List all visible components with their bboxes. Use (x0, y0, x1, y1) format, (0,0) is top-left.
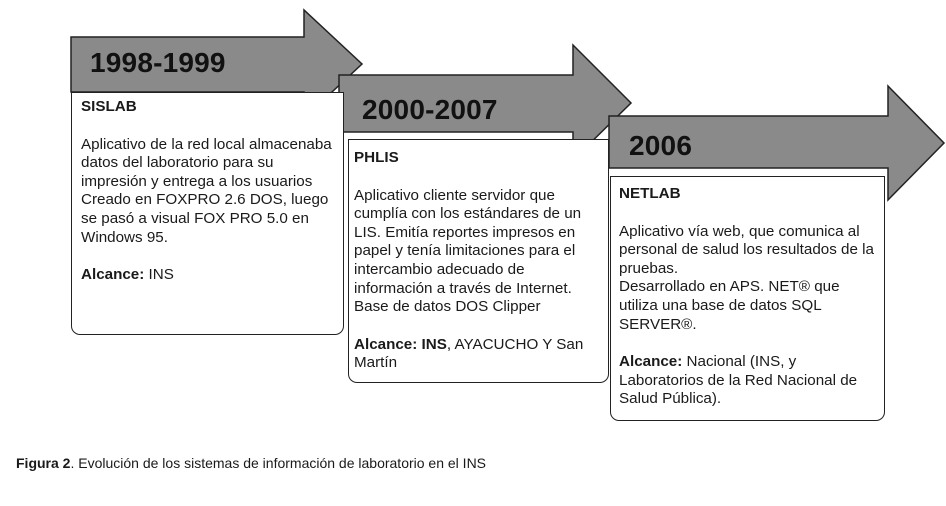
stage-card-sislab (71, 92, 344, 335)
scope-label: Alcance: (619, 353, 683, 371)
system-name: SISLAB (81, 98, 137, 115)
period-label-2: 2000-2007 (362, 94, 498, 125)
description-line: Creado en FOXPRO 2.6 DOS, luego se pasó a visual FOX PRO 5.0 en Windows 95. (81, 191, 329, 246)
scope-text (81, 266, 335, 285)
description-line: Desarrollado en APS. NET® que utiliza una base de datos SQL SERVER®. (619, 278, 840, 333)
system-name: NETLAB (619, 185, 681, 202)
description-line: Base de datos DOS Clipper (354, 298, 541, 316)
scope-label: Alcance: (81, 266, 145, 284)
figure-caption (16, 455, 486, 471)
scope-text (354, 336, 599, 373)
period-label-3: 2006 (629, 130, 693, 161)
stage-card-netlab (610, 176, 885, 421)
stage-card-phlis (348, 139, 609, 383)
scope-label: Alcance: INS (354, 335, 447, 353)
period-label-1: 1998-1999 (90, 47, 226, 78)
scope-text (619, 353, 876, 409)
description-line: Aplicativo de la red local almacenaba datos del laboratorio para su impresión y entrega a los usuarios (81, 135, 332, 190)
scope-value: INS (144, 266, 174, 284)
scope-value: , AYACUCHO Y San Martín (354, 335, 584, 372)
caption-text: . Evolución de los sistemas de información de laboratorio en el INS (70, 455, 487, 471)
scope-value: Nacional (INS, y Laboratorios de la Red Nacional de Salud Pública). (619, 353, 858, 408)
description-line: Aplicativo cliente servidor que cumplía con los estándares de un LIS. Emitía reportes impresos en papel y tenía limitaciones para el intercambio adecuado de información a través de Internet. (354, 186, 582, 297)
description-line: Aplicativo vía web, que comunica al personal de salud los resultados de la pruebas. (619, 222, 874, 277)
system-name: PHLIS (354, 149, 399, 166)
caption-label: Figura 2 (16, 455, 71, 471)
